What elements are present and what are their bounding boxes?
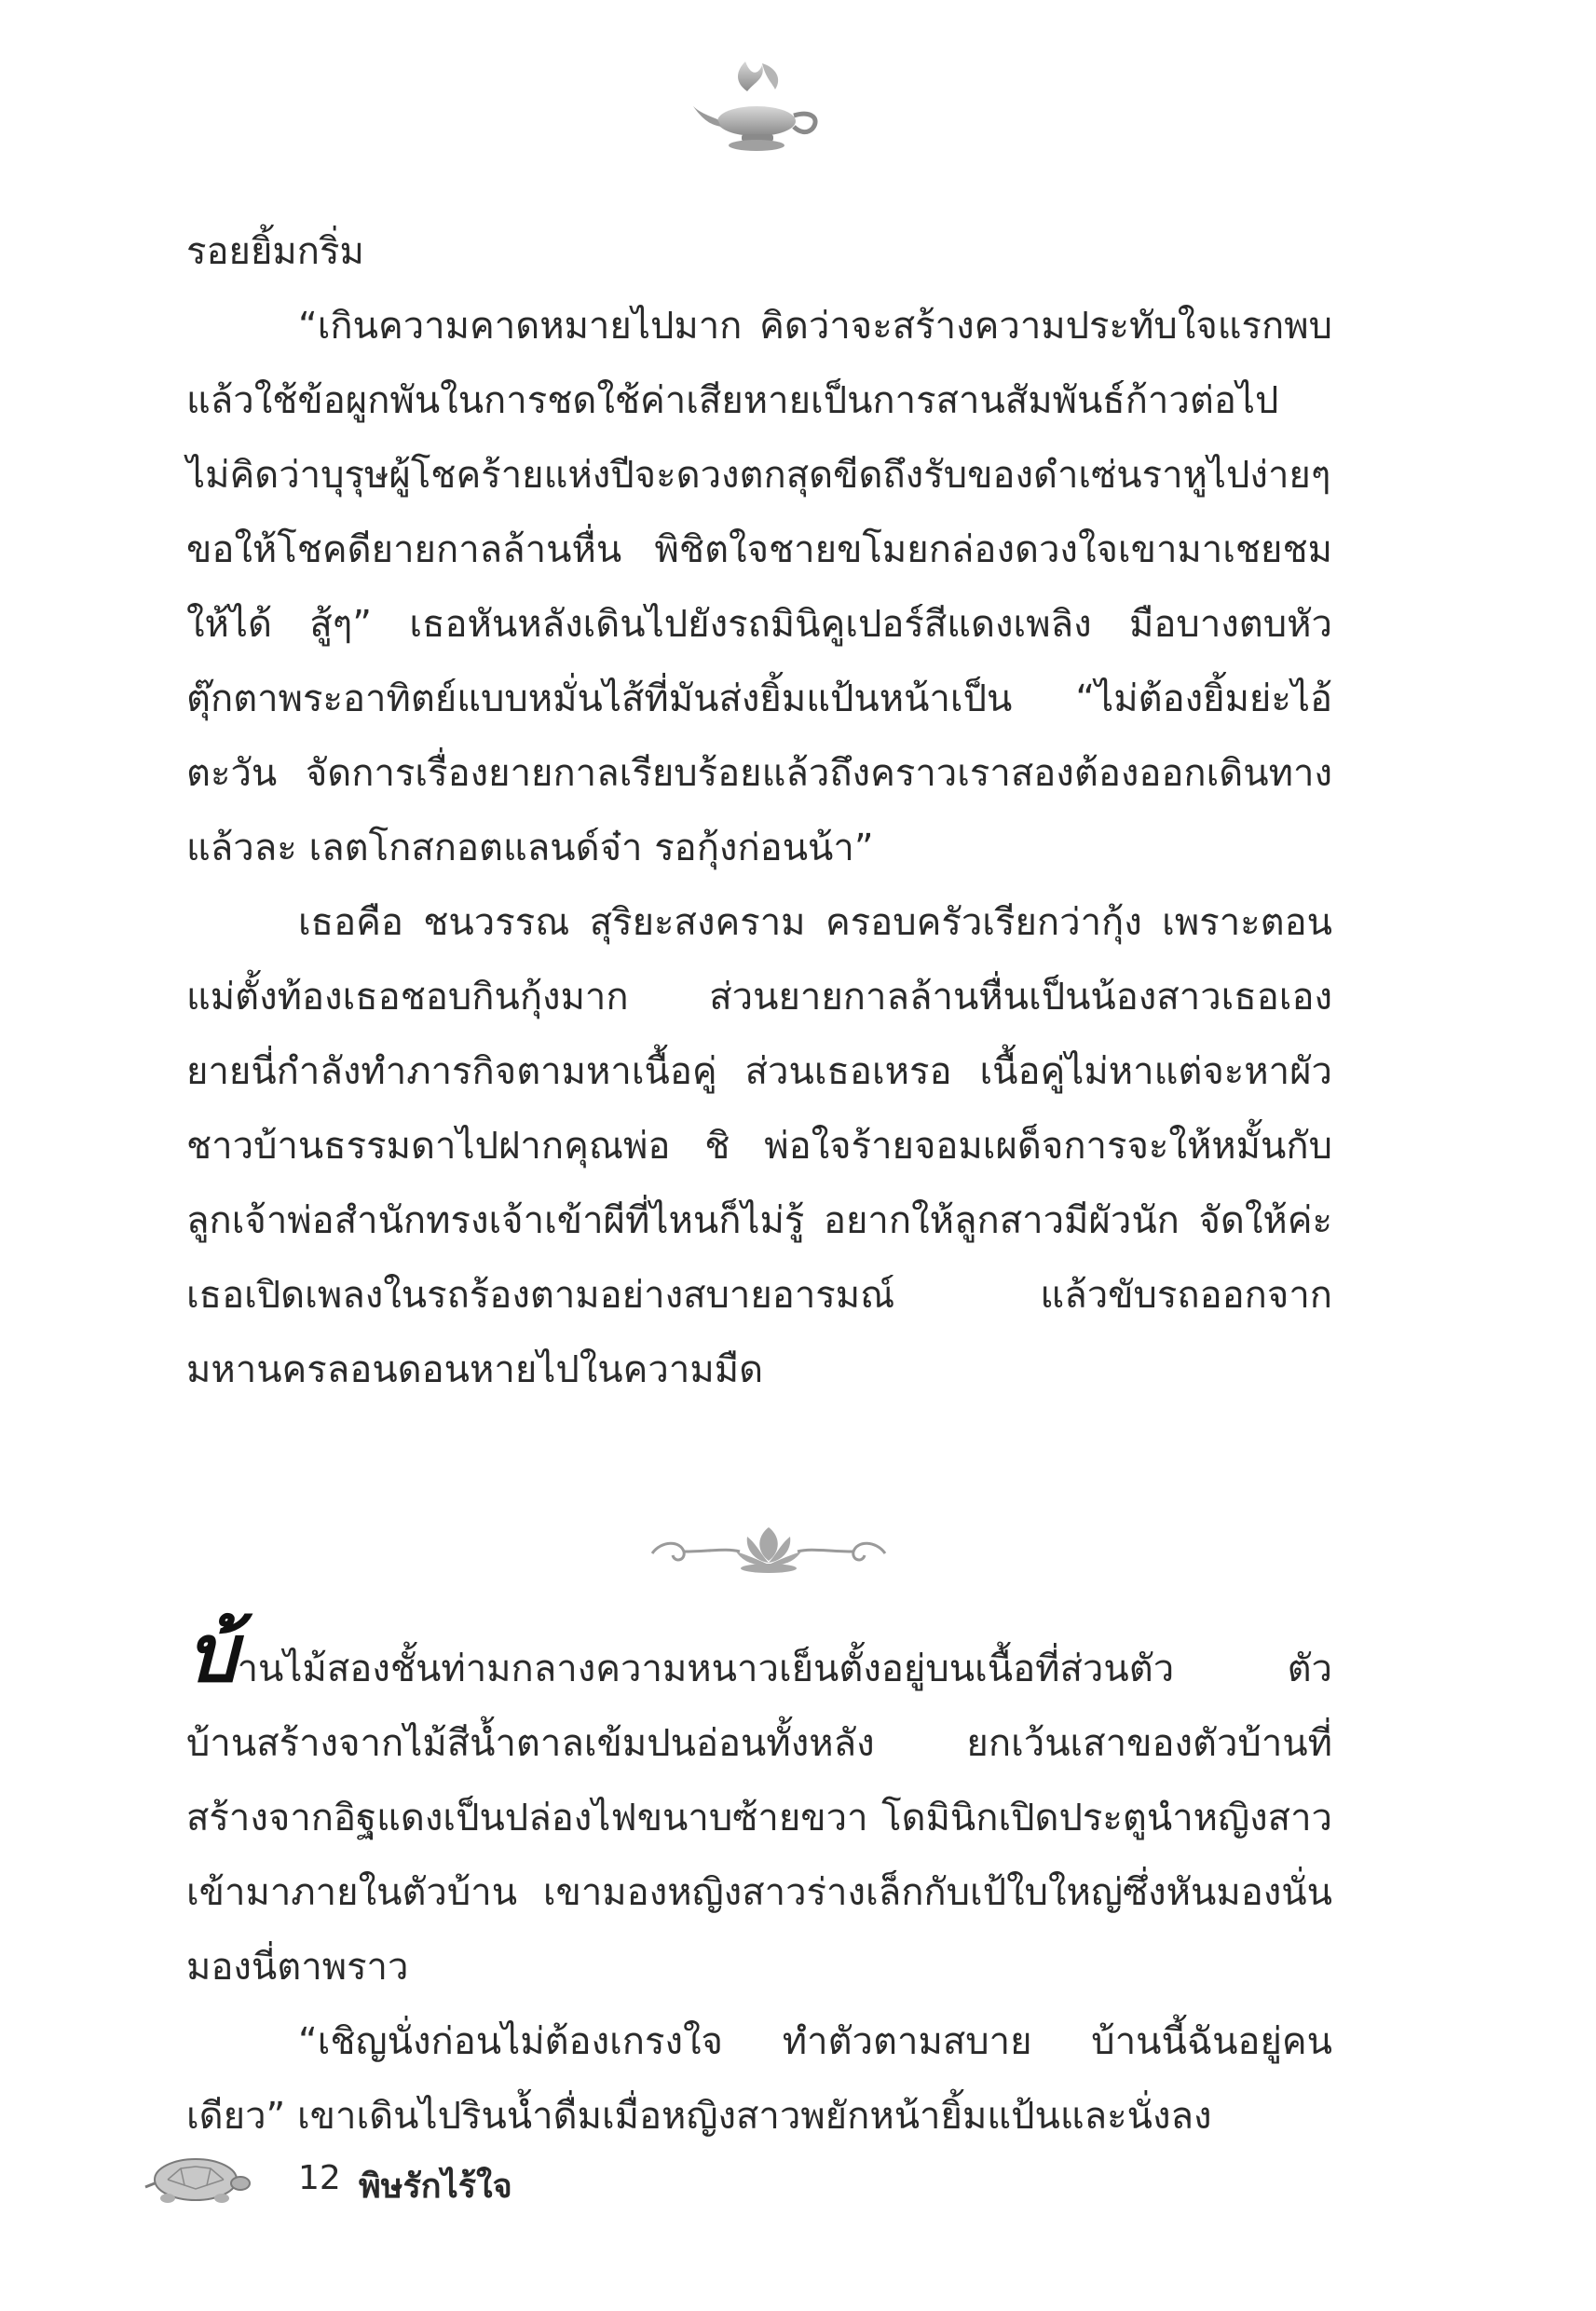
chapter-body-section — [186, 1607, 1332, 2154]
paragraph: เธอคือ ชนวรรณ สุริยะสงคราม ครอบครัวเรียกว่ากุ้ง เพราะตอนแม่ตั้งท้องเธอชอบกินกุ้งมาก ส่วนยายกาลล้านหื่นเป็นน้องสาวเธอเอง ยายนี่กำลังทำภารกิจตามหาเนื้อคู่ ส่วนเธอเหรอ เนื้อคู่ไม่หาแต่จะหาผัวชาวบ้านธรรมดาไปฝากคุณพ่อ ชิ พ่อใจร้ายจอมเผด็จการจะให้หมั้นกับลูกเจ้าพ่อสำนักทรงเจ้าเข้าผีที่ไหนก็ไม่รู้ อยากให้ลูกสาวมีผัวนัก จัดให้ค่ะ เธอเปิดเพลงในรถร้องตามอย่างสบายอารมณ์ แล้วขับรถออกจากมหานครลอนดอนหายไปในความมืด — [186, 901, 1332, 1391]
lotus-ornament-icon — [643, 1514, 894, 1589]
page-number: 12 — [298, 2159, 341, 2197]
drop-cap: บ้ — [186, 1607, 238, 1701]
turtle-icon — [140, 2148, 252, 2209]
genie-lamp-icon — [689, 54, 829, 157]
page-footer — [140, 2148, 792, 2213]
paragraph-text: านไม้สองชั้นท่ามกลางความหนาวเย็นตั้งอยู่บนเนื้อที่ส่วนตัว ตัวบ้านสร้างจากไม้สีน้ำตาลเข้มปนอ่อนทั้งหลัง ยกเว้นเสาของตัวบ้านที่สร้างจากอิฐแดงเป็นปล่องไฟขนาบซ้ายขวา โดมินิกเปิดประตูนำหญิงสาวเข้ามาภายในตัวบ้าน เขามองหญิงสาวร่างเล็กกับเป้ใบใหญ่ซึ่งหันมองนั่นมองนี่ตาพราว — [186, 1648, 1332, 1989]
book-title: พิษรักไร้ใจ — [359, 2167, 512, 2206]
paragraph: “เกินความคาดหมายไปมาก คิดว่าจะสร้างความประทับใจแรกพบ แล้วใช้ข้อผูกพันในการชดใช้ค่าเสียหายเป็นการสานสัมพันธ์ก้าวต่อไป ไม่คิดว่าบุรุษผู้โชคร้ายแห่งปีจะดวงตกสุดขีดถึงรับของดำเซ่นราหูไปง่ายๆ ขอให้โชคดียายกาลล้านหื่น พิชิตใจชายขโมยกล่องดวงใจเขามาเชยชมให้ได้ สู้ๆ” เธอหันหลังเดินไปยังรถมินิคูเปอร์สีแดงเพลิง มือบางตบหัวตุ๊กตาพระอาทิตย์แบบหมั่นไส้ที่มันส่งยิ้มแป้นหน้าเป็น “ไม่ต้องยิ้มย่ะไอ้ตะวัน จัดการเรื่องยายกาลเรียบร้อยแล้วถึงคราวเราสองต้องออกเดินทางแล้วละ เลตโกสกอตแลนด์จ๋า รอกุ้งก่อนน้า” — [186, 305, 1332, 869]
paragraph — [186, 1607, 1332, 2004]
paragraph: “เชิญนั่งก่อนไม่ต้องเกรงใจ ทำตัวตามสบาย บ้านนี้ฉันอยู่คนเดียว” เขาเดินไปรินน้ำดื่มเมื่อหญิงสาวพยักหน้ายิ้มแป้นและนั่งลง — [186, 2020, 1332, 2138]
chapter-body — [186, 214, 1332, 1407]
paragraph: รอยยิ้มกริ่ม — [186, 230, 364, 273]
